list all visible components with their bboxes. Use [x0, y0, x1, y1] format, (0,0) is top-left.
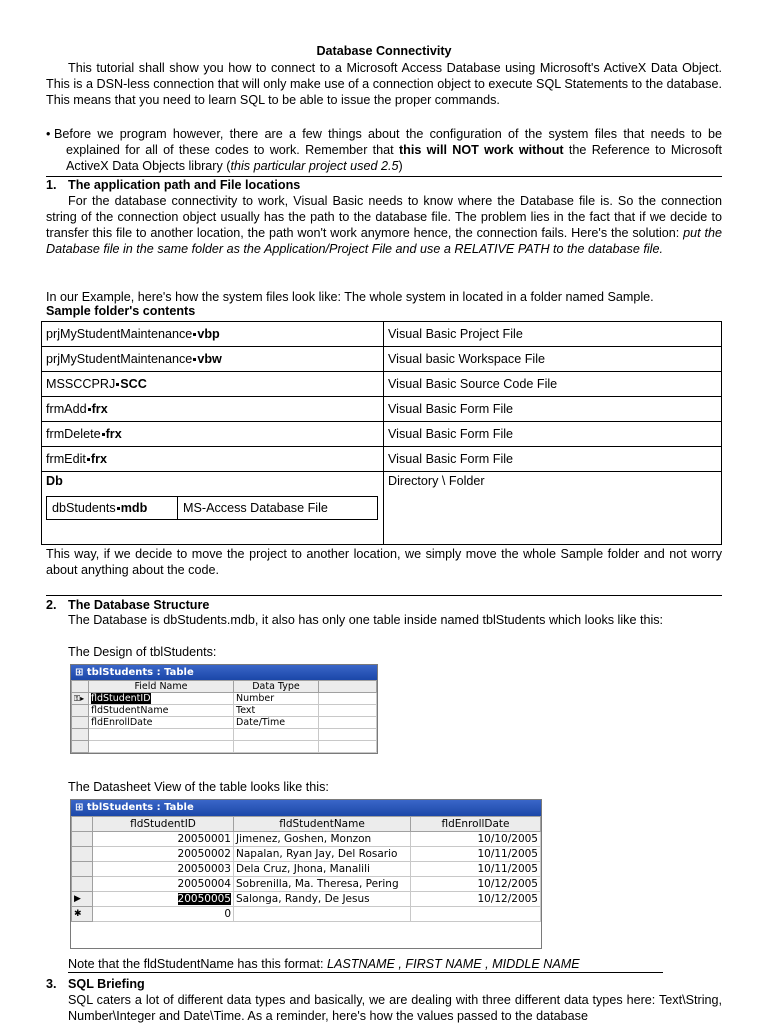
file-name: MSSCCPRJ SCC	[42, 372, 384, 397]
table-icon: ⊞	[75, 667, 84, 678]
prerequisite-bullet	[46, 126, 722, 174]
datasheet-grid	[71, 816, 541, 922]
file-name: prjMyStudentMaintenance vbw	[42, 347, 384, 372]
bullet-text: Before we program however, there are a few things about the configuration of the system files that needs to be explained for all of these codes to work. Remember that this will NOT work without the Reference to Microsoft ActiveX Data Objects library (this particular project used 2.5)	[54, 127, 722, 173]
file-desc: Visual Basic Form File	[384, 422, 722, 447]
table-row: 20050002 Napalan, Ryan Jay, Del Rosario 10/11/2005	[72, 847, 541, 862]
design-view-window	[70, 664, 378, 754]
design-label: The Design of tblStudents:	[68, 645, 217, 659]
table-row: 20050004 Sobrenilla, Ma. Theresa, Pering 10/12/2005	[72, 877, 541, 892]
table-icon: ⊞	[75, 802, 84, 813]
table-row: ▶ 20050005 Salonga, Randy, De Jesus 10/12/2005	[72, 892, 541, 907]
example-text: In our Example, here's how the system files look like: The whole system in located in a folder named Sample.	[46, 290, 654, 304]
file-row	[42, 347, 722, 372]
db-folder-row	[42, 472, 722, 545]
file-name: frmEdit frx	[42, 447, 384, 472]
current-record-icon: ▶	[72, 892, 93, 907]
section1-closing: This way, if we decide to move the project to another location, we simply move the whole Sample folder and not worry about anything about the code.	[46, 547, 722, 577]
file-desc: Visual Basic Source Code File	[384, 372, 722, 397]
table-row: ⚿▸ fldStudentID Number	[72, 693, 377, 705]
column-header: fldEnrollDate	[411, 817, 541, 832]
section-divider	[46, 176, 722, 177]
db-folder-cell: Db dbStudents mdb MS-Access Database File	[42, 472, 384, 545]
db-file-table	[46, 496, 378, 520]
file-desc: Visual basic Workspace File	[384, 347, 722, 372]
column-header: Field Name	[89, 681, 234, 693]
intro-paragraph: This tutorial shall show you how to connect to a Microsoft Access Database using Microsoft's ActiveX Data Object. This is a DSN-less connection that will only make use of a connection object to execute SQL Statements to the database. This means that you need to learn SQL to be able to issue the proper commands.	[46, 61, 722, 107]
file-row	[42, 322, 722, 347]
file-row	[42, 397, 722, 422]
db-file-desc: MS-Access Database File	[178, 497, 378, 520]
file-row	[42, 372, 722, 397]
table-row: 20050001 Jimenez, Goshen, Monzon 10/10/2005	[72, 832, 541, 847]
section1-paragraph: For the database connectivity to work, Visual Basic needs to know where the Database file is. So the connection string of the connection object usually has the path to the database file. The problem lies in the fact that if we decide to transfer this file to another location, the path won't work anymore hence, the connection fails. Here's the solution: put the Database file in the same folder as the Application/Project File and use a RELATIVE PATH to the database file.	[46, 194, 722, 256]
files-table	[41, 321, 722, 545]
new-record-row: ✱ 0	[72, 907, 541, 922]
section-divider	[46, 595, 722, 596]
bullet-icon: •	[46, 127, 51, 141]
section3-paragraph: SQL caters a lot of different data types and basically, we are dealing with three different data types here: Text\String, Number\Integer and Date\Time. As a reminder, here's how the values passed to the database	[68, 993, 722, 1023]
table-row: fldEnrollDate Date/Time	[72, 717, 377, 729]
page-title: Database Connectivity	[316, 44, 452, 58]
window-titlebar: ⊞ tblStudents : Table	[71, 800, 541, 816]
section2-paragraph: The Database is dbStudents.mdb, it also has only one table inside named tblStudents which looks like this:	[68, 613, 664, 627]
section2-heading: 2. The Database Structure	[46, 598, 210, 612]
column-header: fldStudentID	[93, 817, 234, 832]
window-titlebar: ⊞ tblStudents : Table	[71, 665, 377, 680]
primary-key-icon: ⚿▸	[72, 693, 89, 705]
column-header: Data Type	[234, 681, 319, 693]
file-row	[42, 447, 722, 472]
file-desc: Visual Basic Form File	[384, 397, 722, 422]
file-name: prjMyStudentMaintenance vbp	[42, 322, 384, 347]
db-folder-desc: Directory \ Folder	[384, 472, 722, 545]
db-file-name: dbStudents mdb	[47, 497, 178, 520]
file-name: frmDelete frx	[42, 422, 384, 447]
table-row: fldStudentName Text	[72, 705, 377, 717]
datasheet-view-window	[70, 799, 542, 949]
contents-label: Sample folder's contents	[46, 304, 196, 318]
file-desc: Visual Basic Form File	[384, 447, 722, 472]
new-record-icon: ✱	[72, 907, 93, 922]
file-desc: Visual Basic Project File	[384, 322, 722, 347]
format-note: Note that the fldStudentName has this format: LASTNAME , FIRST NAME , MIDDLE NAME	[68, 957, 663, 973]
column-header: fldStudentName	[234, 817, 411, 832]
file-name: frmAdd frx	[42, 397, 384, 422]
section1-heading: 1. The application path and File locations	[46, 178, 301, 192]
section3-heading: 3. SQL Briefing	[46, 977, 145, 991]
datasheet-label: The Datasheet View of the table looks like this:	[68, 780, 329, 794]
file-row	[42, 422, 722, 447]
table-row: 20050003 Dela Cruz, Jhona, Manalili 10/11/2005	[72, 862, 541, 877]
